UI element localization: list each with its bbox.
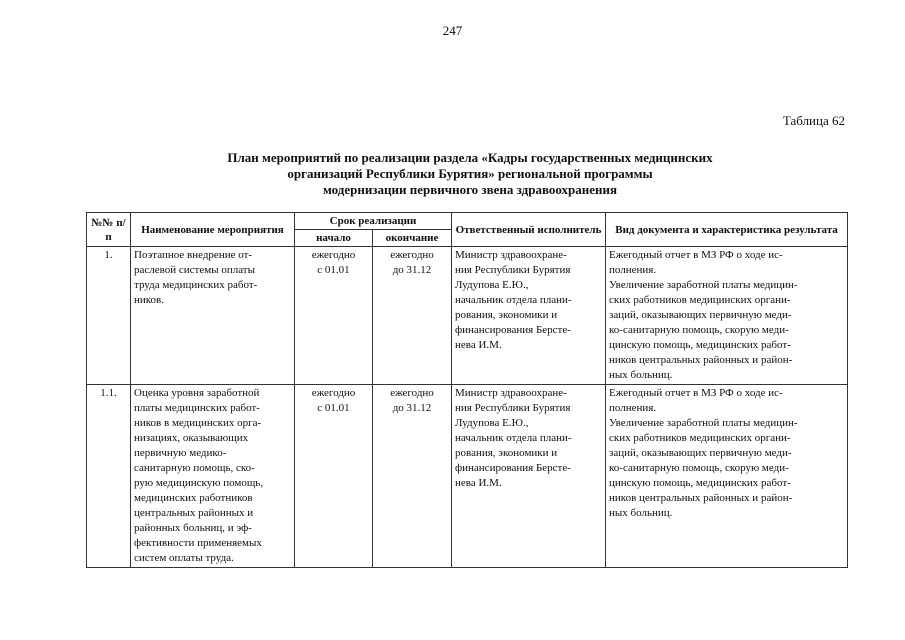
- cell-text-line: Ежегодный отчет в МЗ РФ о ходе ис-: [609, 387, 783, 399]
- cell-text-line: центральных районных и: [134, 507, 254, 519]
- cell-text-line: Увеличение заработной платы медицин-: [609, 279, 798, 291]
- page-number: 247: [442, 23, 463, 38]
- cell-text-line: Поэтапное внедрение от-: [134, 249, 253, 261]
- header-period: Срок реализации: [295, 213, 452, 230]
- cell-text-line: районных больниц, и эф-: [134, 522, 252, 534]
- header-name: Наименование мероприятия: [131, 213, 295, 247]
- title-line: модернизации первичного звена здравоохранения: [322, 182, 618, 197]
- cell-text-line: ных больниц.: [609, 369, 673, 381]
- cell-text-line: ния Республики Бурятия: [455, 402, 571, 414]
- cell-text-line: рую медицинскую помощь,: [134, 477, 264, 489]
- cell-text-line: Лудупова Е.Ю.,: [455, 417, 529, 429]
- cell-text-line: заций, оказывающих первичную меди-: [609, 309, 792, 321]
- title-line: План мероприятий по реализации раздела «Кадры государственных медицинских: [227, 150, 713, 165]
- cell-name: [131, 247, 295, 385]
- cell-text-line: ко-санитарную помощь, скорую меди-: [609, 324, 789, 336]
- cell-text-line: ежегодно: [311, 249, 356, 261]
- cell-text-line: медицинских работников: [134, 492, 253, 504]
- cell-text-line: ежегодно: [390, 387, 434, 399]
- cell-text-line: низациях, оказывающих: [134, 432, 249, 444]
- cell-num: 1.: [87, 247, 131, 385]
- cell-text-line: Оценка уровня заработной: [134, 387, 260, 399]
- cell-text-line: фективности применяемых: [134, 537, 262, 549]
- cell-start: [295, 247, 373, 385]
- cell-text-line: ников центральных районных и район-: [609, 492, 793, 504]
- cell-text-line: ния Республики Бурятия: [455, 264, 571, 276]
- cell-text-line: санитарную помощь, ско-: [134, 462, 255, 474]
- cell-text-line: Министр здравоохране-: [455, 387, 567, 399]
- cell-text-line: до 31.12: [392, 402, 432, 414]
- cell-start: [295, 385, 373, 568]
- cell-text-line: ко-санитарную помощь, скорую меди-: [609, 462, 789, 474]
- cell-text-line: ных больниц.: [609, 507, 673, 519]
- cell-text-line: ежегодно: [311, 387, 356, 399]
- cell-text-line: рования, экономики и: [455, 309, 558, 321]
- table-row: [87, 385, 848, 568]
- cell-text-line: труда медицинских работ-: [134, 279, 258, 291]
- title-line: организаций Республики Бурятия» региональной программы: [287, 166, 653, 181]
- cell-text-line: заций, оказывающих первичную меди-: [609, 447, 792, 459]
- table-body: [87, 247, 848, 568]
- cell-text-line: раслевой системы оплаты: [134, 264, 256, 276]
- table-label: Таблица 62: [782, 113, 845, 128]
- header-result: Вид документа и характеристика результата: [606, 213, 848, 247]
- cell-text-line: ников центральных районных и район-: [609, 354, 793, 366]
- cell-result: [606, 385, 848, 568]
- header-start: начало: [295, 230, 373, 247]
- cell-text-line: ских работников медицинских органи-: [609, 294, 791, 306]
- cell-responsible: [452, 385, 606, 568]
- document-title: [90, 150, 850, 198]
- cell-text-line: полнения.: [609, 402, 657, 414]
- cell-text-line: цинскую помощь, медицинских работ-: [609, 339, 791, 351]
- activities-table: [86, 212, 848, 568]
- cell-text-line: нева И.М.: [455, 477, 502, 489]
- cell-text-line: полнения.: [609, 264, 657, 276]
- cell-text-line: нева И.М.: [455, 339, 502, 351]
- cell-text-line: платы медицинских работ-: [134, 402, 260, 414]
- header-end: окончание: [373, 230, 452, 247]
- cell-text-line: первичную медико-: [134, 447, 227, 459]
- header-responsible: Ответственный исполнитель: [452, 213, 606, 247]
- cell-text-line: Увеличение заработной платы медицин-: [609, 417, 798, 429]
- cell-text-line: до 31.12: [392, 264, 432, 276]
- header-num: №№ п/п: [87, 213, 131, 247]
- cell-responsible: [452, 247, 606, 385]
- cell-text-line: Ежегодный отчет в МЗ РФ о ходе ис-: [609, 249, 783, 261]
- cell-text-line: финансирования Берсте-: [455, 462, 571, 474]
- cell-text-line: Министр здравоохране-: [455, 249, 567, 261]
- cell-text-line: Лудупова Е.Ю.,: [455, 279, 529, 291]
- cell-result: [606, 247, 848, 385]
- cell-text-line: ников в медицинских орга-: [134, 417, 262, 429]
- cell-text-line: с 01.01: [317, 264, 350, 276]
- cell-text-line: ников.: [134, 294, 165, 306]
- table-row: [87, 247, 848, 385]
- cell-end: [373, 247, 452, 385]
- cell-text-line: с 01.01: [317, 402, 350, 414]
- cell-text-line: рования, экономики и: [455, 447, 558, 459]
- cell-end: [373, 385, 452, 568]
- cell-text-line: начальник отдела плани-: [455, 294, 572, 306]
- cell-text-line: ежегодно: [390, 249, 434, 261]
- cell-text-line: систем оплаты труда.: [134, 552, 234, 564]
- cell-text-line: цинскую помощь, медицинских работ-: [609, 477, 791, 489]
- cell-text-line: финансирования Берсте-: [455, 324, 571, 336]
- cell-text-line: ских работников медицинских органи-: [609, 432, 791, 444]
- cell-num: 1.1.: [87, 385, 131, 568]
- cell-name: [131, 385, 295, 568]
- cell-text-line: начальник отдела плани-: [455, 432, 572, 444]
